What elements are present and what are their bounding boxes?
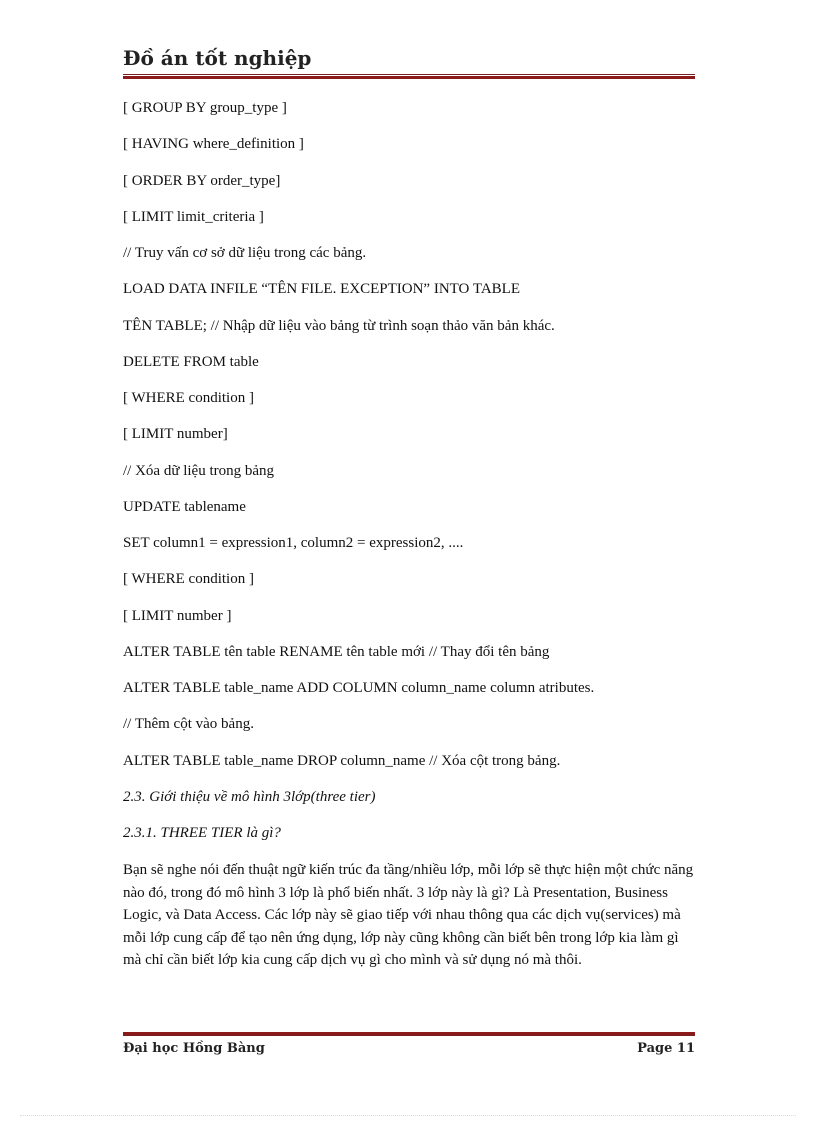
page-header-title: Đồ án tốt nghiệp (123, 46, 312, 70)
code-line: [ GROUP BY group_type ] (123, 100, 287, 116)
code-line: UPDATE tablename (123, 499, 246, 515)
code-line: ALTER TABLE table_name DROP column_name // Xóa cột trong bảng. (123, 753, 561, 769)
footer-divider (123, 1031, 695, 1036)
code-line: ALTER TABLE tên table RENAME tên table mới // Thay đổi tên bảng (123, 644, 550, 660)
code-line: [ LIMIT limit_criteria ] (123, 209, 264, 225)
subsection-heading: 2.3.1. THREE TIER là gì? (123, 825, 281, 841)
header-divider (123, 74, 695, 79)
code-line: [ WHERE condition ] (123, 390, 254, 406)
section-heading: 2.3. Giới thiệu về mô hình 3lớp(three tier) (123, 789, 376, 805)
code-line: ALTER TABLE table_name ADD COLUMN column_name column atributes. (123, 680, 595, 696)
code-line: TÊN TABLE; // Nhập dữ liệu vào bảng từ trình soạn thảo văn bản khác. (123, 318, 555, 334)
footer-university: Đại học Hồng Bàng (123, 1041, 265, 1056)
code-line: LOAD DATA INFILE “TÊN FILE. EXCEPTION” INTO TABLE (123, 281, 520, 297)
code-line: [ ORDER BY order_type] (123, 173, 281, 189)
footer-page-number: Page 11 (637, 1041, 695, 1056)
page-bottom-edge (20, 1115, 796, 1116)
code-line: [ LIMIT number ] (123, 608, 232, 624)
comment-line: // Truy vấn cơ sở dữ liệu trong các bảng. (123, 245, 367, 261)
code-line: [ LIMIT number] (123, 426, 228, 442)
code-line: DELETE FROM table (123, 354, 259, 370)
code-line: SET column1 = expression1, column2 = expression2, .... (123, 535, 464, 551)
code-line: [ HAVING where_definition ] (123, 136, 304, 152)
comment-line: // Xóa dữ liệu trong bảng (123, 463, 275, 479)
code-line: [ WHERE condition ] (123, 571, 254, 587)
body-paragraph: Bạn sẽ nghe nói đến thuật ngữ kiến trúc đa tầng/nhiều lớp, mỗi lớp sẽ thực hiện một chức năng nào đó, trong đó mô hình 3 lớp là phổ biến nhất. 3 lớp này là gì? Là Presentation, Business Logic, và Data Access. Các lớp này sẽ giao tiếp với nhau thông qua các dịch vụ(services) mà mỗi lớp cung cấp để tạo nên ứng dụng, lớp này cũng không cần biết bên trong lớp kia làm gì mà chỉ cần biết lớp kia cung cấp dịch vụ gì cho mình và sử dụng nó mà thôi. (123, 862, 694, 968)
comment-line: // Thêm cột vào bảng. (123, 716, 254, 732)
